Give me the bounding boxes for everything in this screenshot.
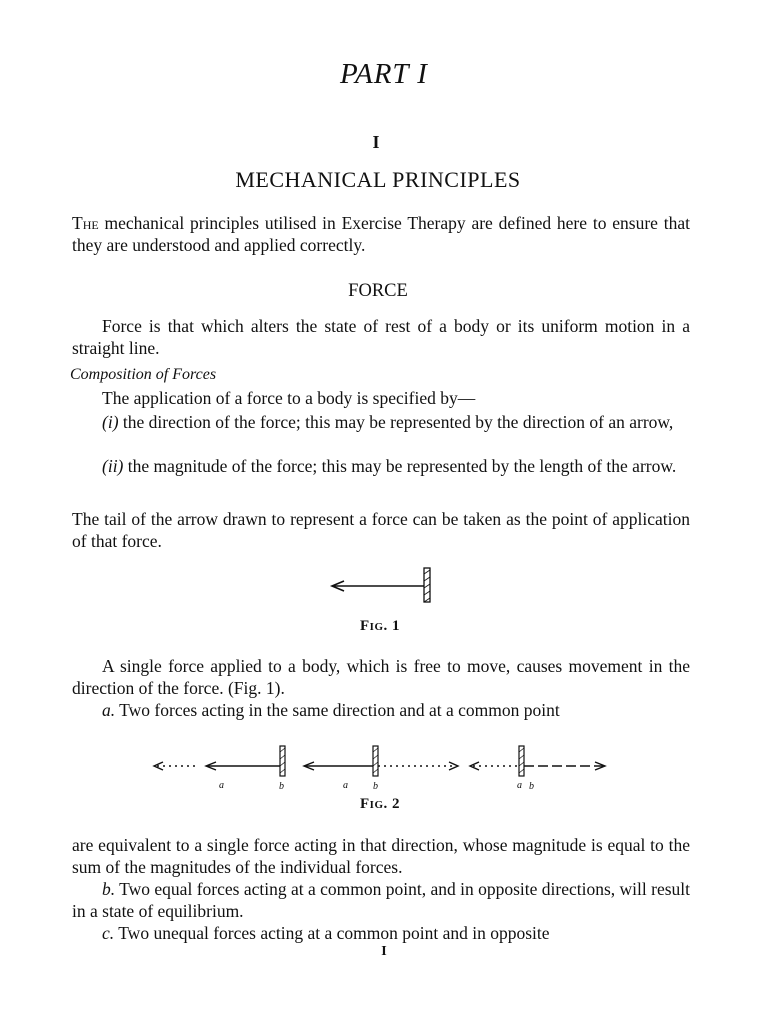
intro-lead-word: The [72, 213, 99, 233]
item-a-marker: a. [102, 700, 116, 720]
item-ii-marker: (ii) [102, 456, 124, 476]
fig2-body-3 [519, 746, 524, 776]
item-ii-text: the magnitude of the force; this may be represented by the length of the arrow. [123, 456, 677, 476]
fig1-diagram [320, 562, 440, 612]
page-number: I [381, 944, 387, 959]
part-heading: PART I [340, 58, 428, 90]
item-b-text: Two equal forces acting at a common point, and in opposite directions, will result in a state of equilibrium. [72, 879, 690, 921]
fig2-label: a [219, 780, 224, 791]
item-i [72, 411, 690, 433]
single-force-paragraph: A single force applied to a body, which is free to move, causes movement in the direction of the force. (Fig. 1). [72, 656, 690, 698]
arrow-tail-paragraph: The tail of the arrow drawn to represent a force can be taken as the point of application of that force. [72, 509, 690, 551]
fig2-panel-1 [154, 746, 285, 776]
intro-text: mechanical principles utilised in Exercise Therapy are defined here to ensure that they are understood and applied correctly. [72, 213, 690, 255]
composition-intro: The application of a force to a body is specified by— [102, 388, 476, 408]
fig2-label: b [279, 781, 284, 792]
fig1-caption: Fig. 1 [360, 618, 400, 634]
item-c-marker: c. [102, 923, 115, 943]
item-c-text: Two unequal forces acting at a common point and in opposite [114, 923, 550, 943]
force-definition: Force is that which alters the state of rest of a body or its uniform motion in a straight line. [72, 316, 690, 358]
item-b-marker: b. [102, 879, 116, 899]
fig2-panel-2 [304, 746, 458, 776]
composition-subheading: Composition of Forces [70, 366, 217, 383]
intro-paragraph [72, 212, 690, 256]
section-title: FORCE [348, 281, 408, 301]
fig2-diagram [145, 738, 615, 798]
fig2-caption: Fig. 2 [360, 796, 400, 812]
fig2-body-1 [280, 746, 285, 776]
item-i-text: the direction of the force; this may be represented by the direction of an arrow, [118, 412, 674, 432]
item-ii [72, 455, 690, 477]
fig2-label: a [343, 780, 348, 791]
fig2-label: b [529, 781, 534, 792]
continuation-paragraph: are equivalent to a single force acting in that direction, whose magnitude is equal to the sum of the magnitudes of the individual forces. [72, 835, 690, 877]
fig2-body-2 [373, 746, 378, 776]
fig2-label: a [517, 780, 522, 791]
fig2-label: b [373, 781, 378, 792]
chapter-number: I [372, 132, 380, 152]
item-i-marker: (i) [102, 412, 119, 432]
item-c [72, 922, 690, 944]
chapter-title: MECHANICAL PRINCIPLES [235, 167, 521, 192]
item-a-text: Two forces acting in the same direction and at a common point [115, 700, 560, 720]
fig2-panel-3 [470, 746, 605, 776]
item-b [72, 878, 690, 922]
item-a [72, 699, 690, 721]
